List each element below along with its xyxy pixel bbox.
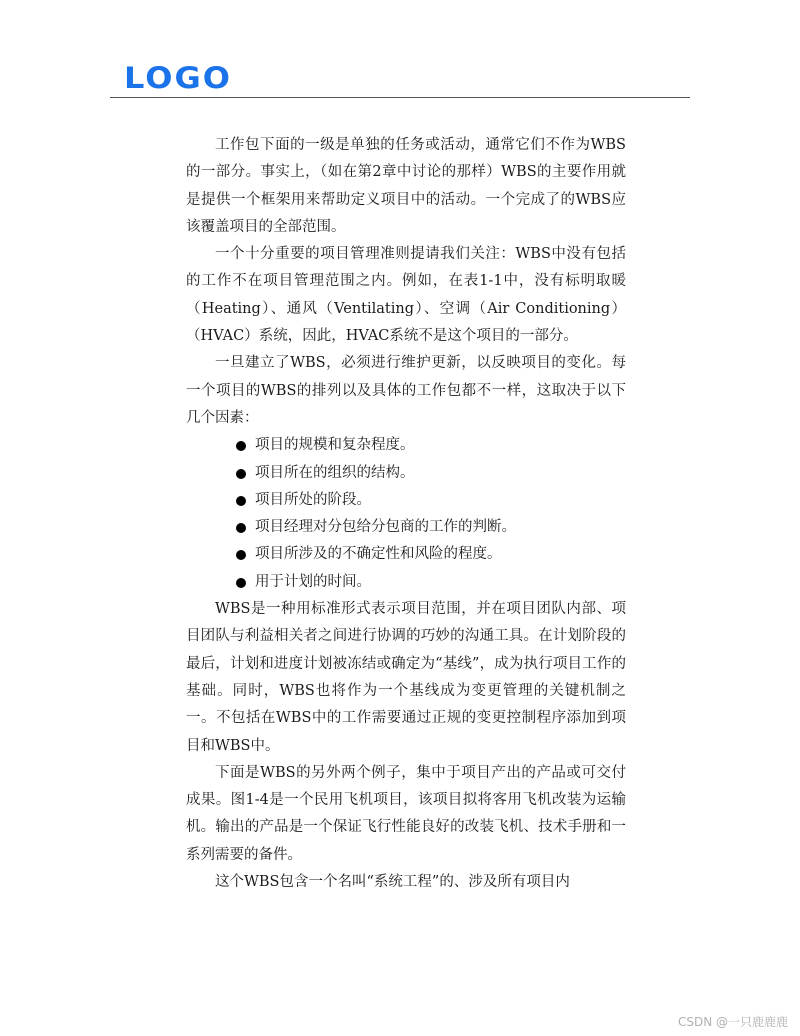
- list-item: [236, 541, 626, 568]
- list-item-text: 项目所在的组织的结构。: [255, 464, 415, 481]
- header-divider: [110, 97, 690, 98]
- paragraph: 这个WBS包含一个名叫“系统工程”的、涉及所有项目内: [215, 874, 570, 891]
- bullet-icon: [236, 496, 246, 506]
- bullet-icon: [236, 550, 246, 560]
- paragraph: WBS是一种用标准形式表示项目范围，并在项目团队内部、项目团队与利益相关者之间进行协调的巧妙的沟通工具。在计划阶段的最后，计划和进度计划被冻结或确定为“基线”，成为执行项目工作的基础。同时，WBS也将作为一个基线成为变更管理的关键机制之一。不包括在WBS中的工作需要通过正规的变更控制程序添加到项目和WBS中。: [186, 601, 626, 754]
- list-item-text: 项目的规模和复杂程度。: [255, 437, 415, 454]
- factor-list: [186, 432, 626, 596]
- list-item-text: 项目所涉及的不确定性和风险的程度。: [255, 546, 502, 563]
- list-item-text: 项目经理对分包给分包商的工作的判断。: [255, 519, 516, 536]
- bullet-icon: [236, 523, 246, 533]
- paragraph: 下面是WBS的另外两个例子，集中于项目产出的产品或可交付成果。图1-4是一个民用飞机项目，该项目拟将客用飞机改装为运输机。输出的产品是一个保证飞行性能良好的改装飞机、技术手册和一系列需要的备件。: [186, 764, 626, 863]
- list-item: [236, 569, 626, 596]
- logo: LOGO: [124, 60, 232, 96]
- paragraph: 一个十分重要的项目管理准则提请我们关注：WBS中没有包括的工作不在项目管理范围之内。例如，在表1-1中，没有标明取暖（Heating）、通风（Ventilating）、空调（Air Conditioning）（HVAC）系统，因此，HVAC系统不是这个项目的一部分。: [186, 246, 626, 345]
- bullet-icon: [236, 578, 246, 588]
- paragraph: 工作包下面的一级是单独的任务或活动，通常它们不作为WBS的一部分。事实上，（如在第2章中讨论的那样）WBS的主要作用就是提供一个框架用来帮助定义项目中的活动。一个完成了的WBS应该覆盖项目的全部范围。: [186, 137, 626, 235]
- list-item: [236, 487, 626, 514]
- watermark: CSDN @一只鹿鹿鹿: [677, 1015, 788, 1029]
- list-item: [236, 514, 626, 541]
- list-item: [236, 460, 626, 487]
- list-item: [236, 432, 626, 459]
- paragraph: 一旦建立了WBS，必须进行维护更新，以反映项目的变化。每一个项目的WBS的排列以及具体的工作包都不一样，这取决于以下几个因素：: [186, 355, 626, 426]
- bullet-icon: [236, 441, 246, 451]
- document-body: [186, 132, 626, 896]
- list-item-text: 用于计划的时间。: [255, 573, 371, 590]
- bullet-icon: [236, 469, 246, 479]
- list-item-text: 项目所处的阶段。: [255, 491, 371, 508]
